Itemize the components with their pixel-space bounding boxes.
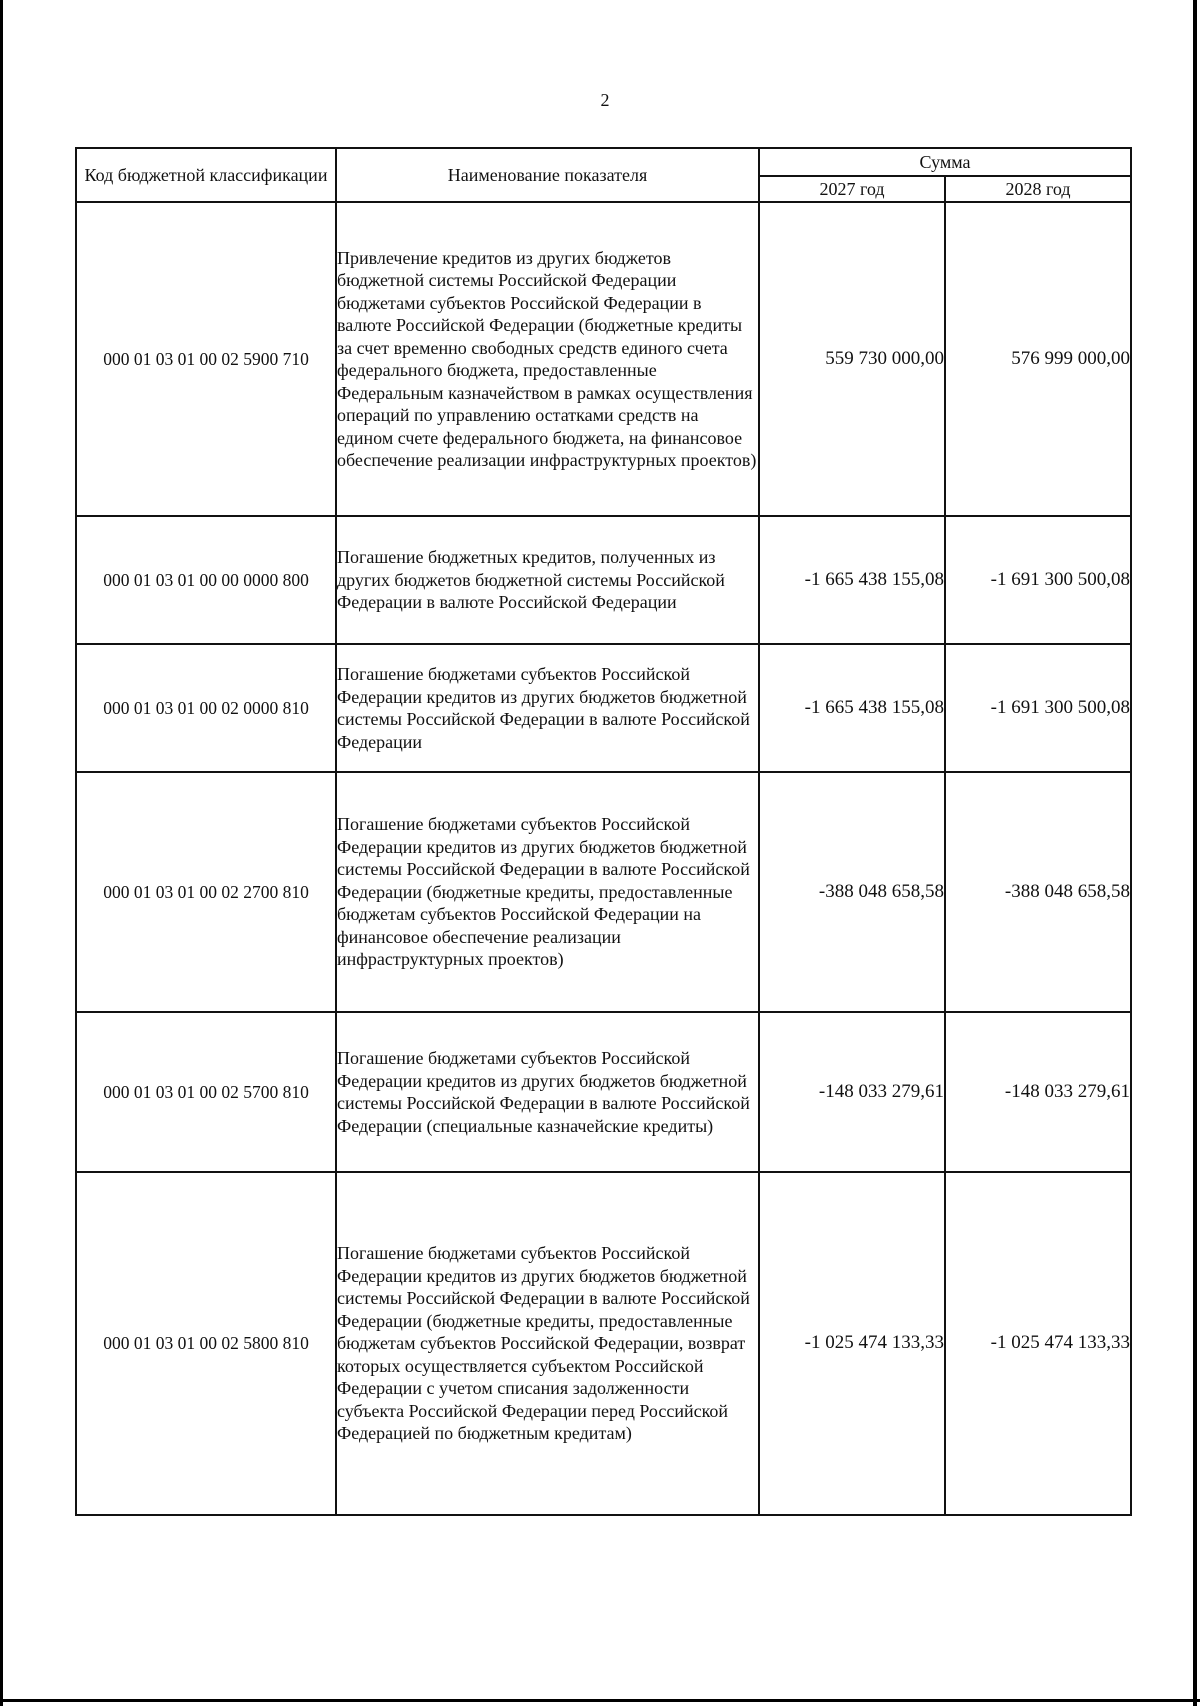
row-amount-2027: -388 048 658,58 xyxy=(759,772,945,1012)
row-amount-2027: -148 033 279,61 xyxy=(759,1012,945,1172)
row-amount-2028: -1 691 300 500,08 xyxy=(945,516,1131,644)
header-year-2028: 2028 год xyxy=(945,176,1131,202)
row-code: 000 01 03 01 00 02 0000 810 xyxy=(76,644,336,772)
header-year-2027: 2027 год xyxy=(759,176,945,202)
page-edge-bottom xyxy=(0,1699,1200,1702)
table-row xyxy=(76,1172,1131,1515)
table-row xyxy=(76,516,1131,644)
row-name: Погашение бюджетами субъектов Российской Федерации кредитов из других бюджетов бюджетной системы Российской Федерации в валюте Российской Федерации xyxy=(336,644,759,772)
row-code: 000 01 03 01 00 00 0000 800 xyxy=(76,516,336,644)
row-amount-2028: 576 999 000,00 xyxy=(945,202,1131,516)
table-header xyxy=(76,148,1131,202)
table-row xyxy=(76,644,1131,772)
row-code: 000 01 03 01 00 02 5800 810 xyxy=(76,1172,336,1515)
row-name: Привлечение кредитов из других бюджетов бюджетной системы Российской Федерации бюджетами субъектов Российской Федерации в валюте Российской Федерации (бюджетные кредиты за счет временно свободных средств единого счета федерального бюджета, предоставленные Федеральным казначейством в рамках осуществления операций по управлению остатками средств на едином счете федерального бюджета, на финансовое обеспечение реализации инфраструктурных проектов) xyxy=(336,202,759,516)
page-edge-right xyxy=(1193,0,1197,1706)
row-name: Погашение бюджетами субъектов Российской Федерации кредитов из других бюджетов бюджетной системы Российской Федерации в валюте Российской Федерации (специальные казначейские кредиты) xyxy=(336,1012,759,1172)
row-amount-2027: -1 665 438 155,08 xyxy=(759,516,945,644)
budget-table xyxy=(75,147,1132,1516)
table-row xyxy=(76,1012,1131,1172)
header-sum: Сумма xyxy=(759,148,1131,176)
row-name: Погашение бюджетных кредитов, полученных из других бюджетов бюджетной системы Российской Федерации в валюте Российской Федерации xyxy=(336,516,759,644)
row-amount-2027: -1 665 438 155,08 xyxy=(759,644,945,772)
row-amount-2028: -1 691 300 500,08 xyxy=(945,644,1131,772)
header-name: Наименование показателя xyxy=(336,148,759,202)
row-amount-2028: -148 033 279,61 xyxy=(945,1012,1131,1172)
row-amount-2027: -1 025 474 133,33 xyxy=(759,1172,945,1515)
row-code: 000 01 03 01 00 02 5900 710 xyxy=(76,202,336,516)
row-amount-2028: -388 048 658,58 xyxy=(945,772,1131,1012)
table-row xyxy=(76,202,1131,516)
row-name: Погашение бюджетами субъектов Российской Федерации кредитов из других бюджетов бюджетной системы Российской Федерации в валюте Российской Федерации (бюджетные кредиты, предоставленные бюджетам субъектов Российской Федерации на финансовое обеспечение реализации инфраструктурных проектов) xyxy=(336,772,759,1012)
header-code: Код бюджетной классификации xyxy=(76,148,336,202)
page-edge-left xyxy=(0,0,3,1706)
row-name: Погашение бюджетами субъектов Российской Федерации кредитов из других бюджетов бюджетной системы Российской Федерации в валюте Российской Федерации (бюджетные кредиты, предоставленные бюджетам субъектов Российской Федерации, возврат которых осуществляется субъектом Российской Федерации с учетом списания задолженности субъекта Российской Федерации перед Российской Федерацией по бюджетным кредитам) xyxy=(336,1172,759,1515)
page-number: 2 xyxy=(600,90,610,110)
row-amount-2028: -1 025 474 133,33 xyxy=(945,1172,1131,1515)
row-code: 000 01 03 01 00 02 2700 810 xyxy=(76,772,336,1012)
row-amount-2027: 559 730 000,00 xyxy=(759,202,945,516)
table-row xyxy=(76,772,1131,1012)
row-code: 000 01 03 01 00 02 5700 810 xyxy=(76,1012,336,1172)
